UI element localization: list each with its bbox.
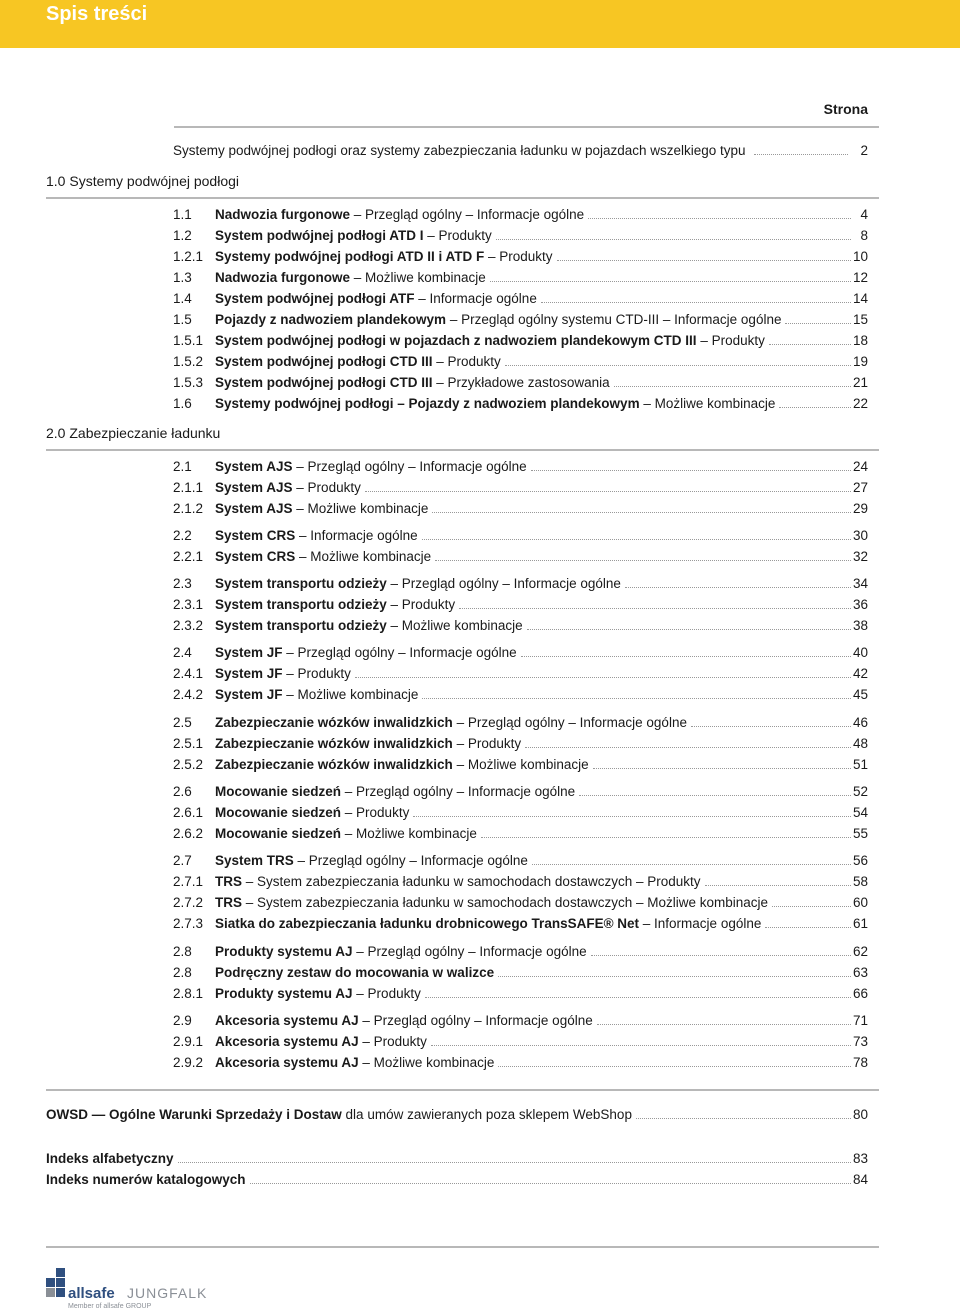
entry-title (215, 595, 455, 615)
leader-dots (614, 373, 851, 387)
entry-title-bold: System podwójnej podłogi CTD III (215, 375, 433, 390)
logo-icon (46, 1268, 246, 1310)
toc-entry[interactable] (0, 547, 960, 567)
entry-number: 1.2.1 (173, 249, 204, 264)
entry-title-bold: Indeks numerów katalogowych (46, 1172, 246, 1187)
entry-title-bold: Systemy podwójnej podłogi – Pojazdy z nadwoziem plandekowym (215, 396, 640, 411)
toc-entry[interactable] (0, 574, 960, 594)
page-number: 71 (852, 1013, 868, 1028)
entry-title-rest: – Możliwe kombinacje (292, 501, 429, 516)
page-number: 22 (852, 396, 868, 411)
leader-dots (779, 394, 851, 408)
page-number: 10 (852, 249, 868, 264)
entry-title (215, 942, 587, 962)
toc-entry[interactable] (0, 595, 960, 615)
toc-entry[interactable] (0, 226, 960, 246)
page-number: 27 (852, 480, 868, 495)
toc-entry[interactable] (0, 914, 960, 934)
entry-number: 2.6.2 (173, 826, 204, 841)
toc-entry[interactable] (0, 734, 960, 754)
toc-entry[interactable] (0, 1170, 960, 1190)
toc-entry[interactable] (0, 872, 960, 892)
entry-title-rest: – Przegląd ogólny – Informacje ogólne (386, 576, 621, 591)
toc-entry[interactable] (0, 268, 960, 288)
entry-number: 2.3 (173, 576, 192, 591)
leader-dots (178, 1149, 851, 1163)
entry-number: 2.1.1 (173, 480, 204, 495)
page-number: 8 (860, 228, 868, 243)
toc-entry[interactable] (0, 942, 960, 962)
entry-title (215, 547, 431, 567)
leader-dots (525, 734, 851, 748)
leader-dots (481, 824, 851, 838)
entry-number: 2.9.2 (173, 1055, 204, 1070)
entry-title (215, 685, 418, 705)
entry-title-bold: System JF (215, 645, 283, 660)
entry-title-bold: Akcesoria systemu AJ (215, 1013, 359, 1028)
entry-title (215, 616, 523, 636)
entry-title (215, 289, 537, 309)
entry-title (215, 664, 351, 684)
toc-entry[interactable] (0, 1053, 960, 1073)
leader-dots (498, 963, 851, 977)
leader-dots (250, 1170, 851, 1184)
entry-title-rest: – Informacje ogólne (639, 916, 762, 931)
page-number: 18 (852, 333, 868, 348)
leader-dots (413, 803, 851, 817)
entry-title (215, 782, 575, 802)
divider (46, 197, 879, 199)
page-number: 32 (852, 549, 868, 564)
entry-number: 2.8 (173, 965, 192, 980)
entry-title-bold: Mocowanie siedzeń (215, 826, 342, 841)
page-number: 78 (852, 1055, 868, 1070)
page-number: 12 (852, 270, 868, 285)
page-number: 83 (852, 1151, 868, 1166)
toc-entry[interactable] (0, 1011, 960, 1031)
leader-dots (432, 499, 851, 513)
svg-text:Member of allsafe GROUP: Member of allsafe GROUP (68, 1303, 152, 1310)
entry-title (215, 268, 486, 288)
entry-title-bold: System CRS (215, 549, 296, 564)
entry-title-rest: – Możliwe kombinacje (452, 757, 589, 772)
entry-title-bold: System JF (215, 687, 283, 702)
entry-number: 1.5.3 (173, 375, 204, 390)
page-number: 62 (852, 944, 868, 959)
entry-title-rest: – Przegląd ogólny – Informacje ogólne (341, 784, 576, 799)
page-number: 42 (852, 666, 868, 681)
leader-dots (769, 331, 851, 345)
entry-title-rest: – Produkty (386, 597, 456, 612)
page-number: 30 (852, 528, 868, 543)
entry-title (215, 893, 768, 913)
entry-number: 2.8.1 (173, 986, 204, 1001)
toc-entry[interactable] (0, 331, 960, 351)
entry-title-rest: – Przegląd ogólny – Informacje ogólne (358, 1013, 593, 1028)
leader-dots (435, 547, 851, 561)
entry-title-bold: Akcesoria systemu AJ (215, 1055, 359, 1070)
entry-title-bold: Mocowanie siedzeń (215, 784, 342, 799)
page-number: 80 (852, 1107, 868, 1122)
entry-title (215, 824, 477, 844)
leader-dots (355, 664, 851, 678)
entry-number: 1.4 (173, 291, 192, 306)
entry-number: 2.4 (173, 645, 192, 660)
entry-title (215, 457, 527, 477)
entry-title-rest: – Przegląd ogólny systemu CTD-III – Informacje ogólne (446, 312, 782, 327)
entry-title-bold: System TRS (215, 853, 294, 868)
entry-title (215, 1011, 593, 1031)
entry-number: 2.8 (173, 944, 192, 959)
toc-entry[interactable] (0, 824, 960, 844)
entry-title (215, 352, 501, 372)
leader-dots (785, 310, 851, 324)
entry-title-rest: dla umów zawieranych poza sklepem WebShop (341, 1107, 632, 1122)
divider (46, 449, 879, 451)
toc-entry[interactable] (0, 457, 960, 477)
toc-entry[interactable] (0, 984, 960, 1004)
toc-entry[interactable] (0, 289, 960, 309)
entry-title (215, 713, 687, 733)
section-heading-1: 1.0 Systemy podwójnej podłogi (46, 173, 240, 189)
entry-title-rest: – Produkty (484, 249, 553, 264)
page-number: 15 (852, 312, 868, 327)
entry-number: 2.9 (173, 1013, 192, 1028)
page-number: 36 (852, 597, 868, 612)
leader-dots (705, 872, 851, 886)
entry-number: 1.5 (173, 312, 192, 327)
entry-number: 2.7.2 (173, 895, 204, 910)
entry-title-rest: – Produkty (696, 333, 765, 348)
leader-dots (459, 595, 851, 609)
page-column-label: Strona (823, 101, 868, 117)
entry-title-bold: Zabezpieczanie wózków inwalidzkich (215, 736, 453, 751)
entry-title (215, 872, 701, 892)
entry-number: 2.1 (173, 459, 192, 474)
entry-title-bold: Mocowanie siedzeń (215, 805, 342, 820)
entry-title-rest: – Przykładowe zastosowania (432, 375, 610, 390)
divider (174, 126, 879, 128)
toc-entry[interactable] (0, 478, 960, 498)
entry-title-bold: System podwójnej podłogi CTD III (215, 354, 433, 369)
entry-title-rest: – Możliwe kombinacje (341, 826, 477, 841)
entry-title-bold: Siatka do zabezpieczania ładunku drobnicowego TransSAFE® Net (215, 916, 640, 931)
entry-number: 2.5.2 (173, 757, 204, 772)
page-number: 63 (852, 965, 868, 980)
entry-title-bold: Podręczny zestaw do mocowania w walizce (215, 965, 495, 980)
entry-title-bold: Pojazdy z nadwoziem plandekowym (215, 312, 447, 327)
leader-dots (422, 526, 851, 540)
allsafe-jungfalk-logo (46, 1268, 226, 1308)
entry-title-rest: – Informacje ogólne (295, 528, 418, 543)
section-heading-2: 2.0 Zabezpieczanie ładunku (46, 425, 221, 441)
entry-title-rest: – Produkty (292, 480, 361, 495)
toc-entry[interactable] (0, 310, 960, 330)
entry-title (215, 914, 761, 934)
entry-title-bold: TRS (215, 895, 242, 910)
toc-entry[interactable] (0, 782, 960, 802)
entry-title-bold: Indeks alfabetyczny (46, 1151, 174, 1166)
entry-number: 2.6 (173, 784, 192, 799)
entry-title (46, 1170, 246, 1190)
entry-title-rest: – Informacje ogólne (414, 291, 537, 306)
toc-entry[interactable] (0, 352, 960, 372)
svg-text:JUNGFALK: JUNGFALK (127, 1285, 208, 1301)
page-number: 2 (860, 143, 868, 158)
page-number: 48 (852, 736, 868, 751)
leader-dots (597, 1011, 851, 1025)
entry-title-bold: System podwójnej podłogi ATD I (215, 228, 424, 243)
toc-entry[interactable] (0, 394, 960, 414)
entry-number: 2.1.2 (173, 501, 204, 516)
leader-dots (636, 1105, 851, 1119)
entry-title-rest: – Możliwe kombinacje (282, 687, 419, 702)
entry-title-rest: – System zabezpieczania ładunku w samochodach dostawczych – Możliwe kombinacje (242, 895, 769, 910)
page-number: 61 (852, 916, 868, 931)
entry-title-rest: – Produkty (432, 354, 501, 369)
leader-dots (625, 574, 851, 588)
page-number: 29 (852, 501, 868, 516)
toc-entry[interactable] (0, 526, 960, 546)
entry-title-bold: Produkty systemu AJ (215, 986, 353, 1001)
entry-title-rest: – Przegląd ogólny – Informacje ogólne (282, 645, 517, 660)
leader-dots (422, 685, 851, 699)
entry-title-bold: Akcesoria systemu AJ (215, 1034, 359, 1049)
entry-number: 2.4.2 (173, 687, 204, 702)
page-number: 55 (852, 826, 868, 841)
entry-number: 2.3.2 (173, 618, 204, 633)
entry-title (215, 803, 409, 823)
toc-entry[interactable] (0, 247, 960, 267)
leader-dots (557, 247, 851, 261)
entry-title-bold: System podwójnej podłogi ATF (215, 291, 415, 306)
toc-entry[interactable] (0, 851, 960, 871)
leader-dots (527, 616, 851, 630)
entry-title-bold: TRS (215, 874, 242, 889)
leader-dots (365, 478, 851, 492)
page-number: 45 (852, 687, 868, 702)
page-number: 60 (852, 895, 868, 910)
toc-entry[interactable] (0, 755, 960, 775)
leader-dots (588, 205, 851, 219)
entry-title-rest: – Produkty (341, 805, 410, 820)
toc-entry[interactable] (0, 685, 960, 705)
entry-title (215, 373, 610, 393)
entry-title-bold: System podwójnej podłogi w pojazdach z nadwoziem plandekowym CTD III (215, 333, 697, 348)
toc-entry[interactable] (0, 664, 960, 684)
toc-entry[interactable] (0, 373, 960, 393)
entry-number: 1.3 (173, 270, 192, 285)
entry-title-rest: – Przegląd ogólny – Informacje ogólne (452, 715, 687, 730)
entry-title (215, 499, 428, 519)
toc-entry[interactable] (0, 803, 960, 823)
entry-title (215, 331, 765, 351)
entry-title-rest: – Możliwe kombinacje (350, 270, 486, 285)
leader-dots (541, 289, 851, 303)
toc-entry[interactable] (0, 616, 960, 636)
entry-title-bold: Zabezpieczanie wózków inwalidzkich (215, 715, 453, 730)
page-number: 58 (852, 874, 868, 889)
page-number: 52 (852, 784, 868, 799)
entry-title (46, 1149, 174, 1169)
entry-number: 2.4.1 (173, 666, 204, 681)
toc-entry[interactable] (0, 205, 960, 225)
entry-title-rest: – Przegląd ogólny – Informacje ogólne (293, 853, 528, 868)
entry-number: 2.6.1 (173, 805, 204, 820)
entry-number: 2.2 (173, 528, 192, 543)
leader-dots (496, 226, 851, 240)
leader-dots (505, 352, 851, 366)
toc-entry[interactable] (0, 893, 960, 913)
entry-title (215, 1032, 427, 1052)
entry-title-bold: System AJS (215, 459, 293, 474)
toc-entry[interactable] (0, 1105, 960, 1125)
toc-entry[interactable] (0, 963, 960, 983)
entry-number: 2.2.1 (173, 549, 204, 564)
entry-number: 1.1 (173, 207, 192, 222)
leader-dots (532, 851, 851, 865)
page-number: 51 (852, 757, 868, 772)
page-number: 46 (852, 715, 868, 730)
entry-title-bold: System transportu odzieży (215, 597, 387, 612)
entry-title-rest: – Przegląd ogólny – Informacje ogólne (350, 207, 585, 222)
entry-title-rest: – Produkty (352, 986, 421, 1001)
page-number: 24 (852, 459, 868, 474)
toc-entry[interactable] (0, 1149, 960, 1169)
header-bar (0, 0, 960, 48)
entry-number: 2.5 (173, 715, 192, 730)
entry-title (215, 394, 775, 414)
leader-dots (691, 713, 851, 727)
toc-entry[interactable] (0, 1032, 960, 1052)
leader-dots (431, 1032, 851, 1046)
entry-number: 2.3.1 (173, 597, 204, 612)
entry-number: 2.5.1 (173, 736, 204, 751)
entry-title (215, 310, 781, 330)
entry-number: 1.5.1 (173, 333, 204, 348)
entry-title (215, 574, 621, 594)
entry-title-rest: – Możliwe kombinacje (386, 618, 523, 633)
leader-dots (591, 942, 851, 956)
entry-title (215, 734, 521, 754)
entry-title-bold: System CRS (215, 528, 296, 543)
entry-title (215, 205, 584, 225)
entry-title-bold: System AJS (215, 501, 293, 516)
divider (46, 1089, 879, 1091)
entry-title (215, 226, 492, 246)
entry-title-bold: Zabezpieczanie wózków inwalidzkich (215, 757, 453, 772)
page-number: 34 (852, 576, 868, 591)
entry-title-rest: – Produkty (423, 228, 492, 243)
entry-title-bold: OWSD — Ogólne Warunki Sprzedaży i Dostaw (46, 1107, 342, 1122)
leader-dots (490, 268, 851, 282)
entry-title-bold: Produkty systemu AJ (215, 944, 353, 959)
page-number: 14 (852, 291, 868, 306)
entry-number: 1.2 (173, 228, 192, 243)
entry-title (215, 526, 418, 546)
entry-title-rest: – System zabezpieczania ładunku w samochodach dostawczych – Produkty (242, 874, 701, 889)
intro-row[interactable] (0, 141, 960, 161)
entry-title (215, 643, 517, 663)
page-number: 84 (852, 1172, 868, 1187)
leader-dots (765, 914, 851, 928)
entry-title (215, 247, 553, 267)
entry-title (215, 963, 494, 983)
entry-number: 2.9.1 (173, 1034, 204, 1049)
entry-title (215, 984, 421, 1004)
entry-number: 1.6 (173, 396, 192, 411)
entry-title-rest: – Możliwe kombinacje (639, 396, 776, 411)
entry-number: 1.5.2 (173, 354, 204, 369)
toc-entry[interactable] (0, 643, 960, 663)
leader-dots (579, 782, 851, 796)
page-number: 21 (852, 375, 868, 390)
leader-dots (593, 755, 851, 769)
leader-dots (772, 893, 851, 907)
entry-number: 2.7.1 (173, 874, 204, 889)
page-title: Spis treści (46, 3, 148, 25)
intro-text: Systemy podwójnej podłogi oraz systemy zabezpieczania ładunku w pojazdach wszelkiego typu (173, 143, 746, 158)
page-number: 4 (860, 207, 868, 222)
page-number: 56 (852, 853, 868, 868)
entry-title-rest: – Produkty (452, 736, 522, 751)
entry-title (215, 1053, 494, 1073)
page-number: 19 (852, 354, 868, 369)
page-number: 54 (852, 805, 868, 820)
entry-title-bold: System AJS (215, 480, 293, 495)
entry-title-rest: – Produkty (282, 666, 351, 681)
entry-title-bold: System transportu odzieży (215, 576, 387, 591)
entry-title-bold: System JF (215, 666, 283, 681)
leader-dots (531, 457, 851, 471)
entry-title-bold: Systemy podwójnej podłogi ATD II i ATD F (215, 249, 485, 264)
entry-title-rest: – Przegląd ogólny – Informacje ogólne (292, 459, 527, 474)
entry-title (46, 1105, 632, 1125)
entry-number: 2.7 (173, 853, 192, 868)
page-number: 66 (852, 986, 868, 1001)
entry-title-rest: – Przegląd ogólny – Informacje ogólne (352, 944, 587, 959)
toc-entry[interactable] (0, 713, 960, 733)
leader-dots (521, 643, 851, 657)
entry-title-rest: – Możliwe kombinacje (358, 1055, 495, 1070)
leader-dots (498, 1053, 851, 1067)
entry-title (215, 755, 589, 775)
entry-title (215, 851, 528, 871)
toc-entry[interactable] (0, 499, 960, 519)
leader-dots (754, 141, 848, 155)
entry-title-bold: Nadwozia furgonowe (215, 207, 350, 222)
page-number: 40 (852, 645, 868, 660)
page-number: 38 (852, 618, 868, 633)
svg-text:allsafe: allsafe (68, 1285, 115, 1302)
entry-title-bold: Nadwozia furgonowe (215, 270, 350, 285)
entry-number: 2.7.3 (173, 916, 204, 931)
divider (46, 1246, 879, 1248)
entry-title-bold: System transportu odzieży (215, 618, 387, 633)
entry-title-rest: – Możliwe kombinacje (295, 549, 432, 564)
page-number: 73 (852, 1034, 868, 1049)
entry-title-rest: – Produkty (358, 1034, 427, 1049)
leader-dots (425, 984, 851, 998)
entry-title (215, 478, 361, 498)
